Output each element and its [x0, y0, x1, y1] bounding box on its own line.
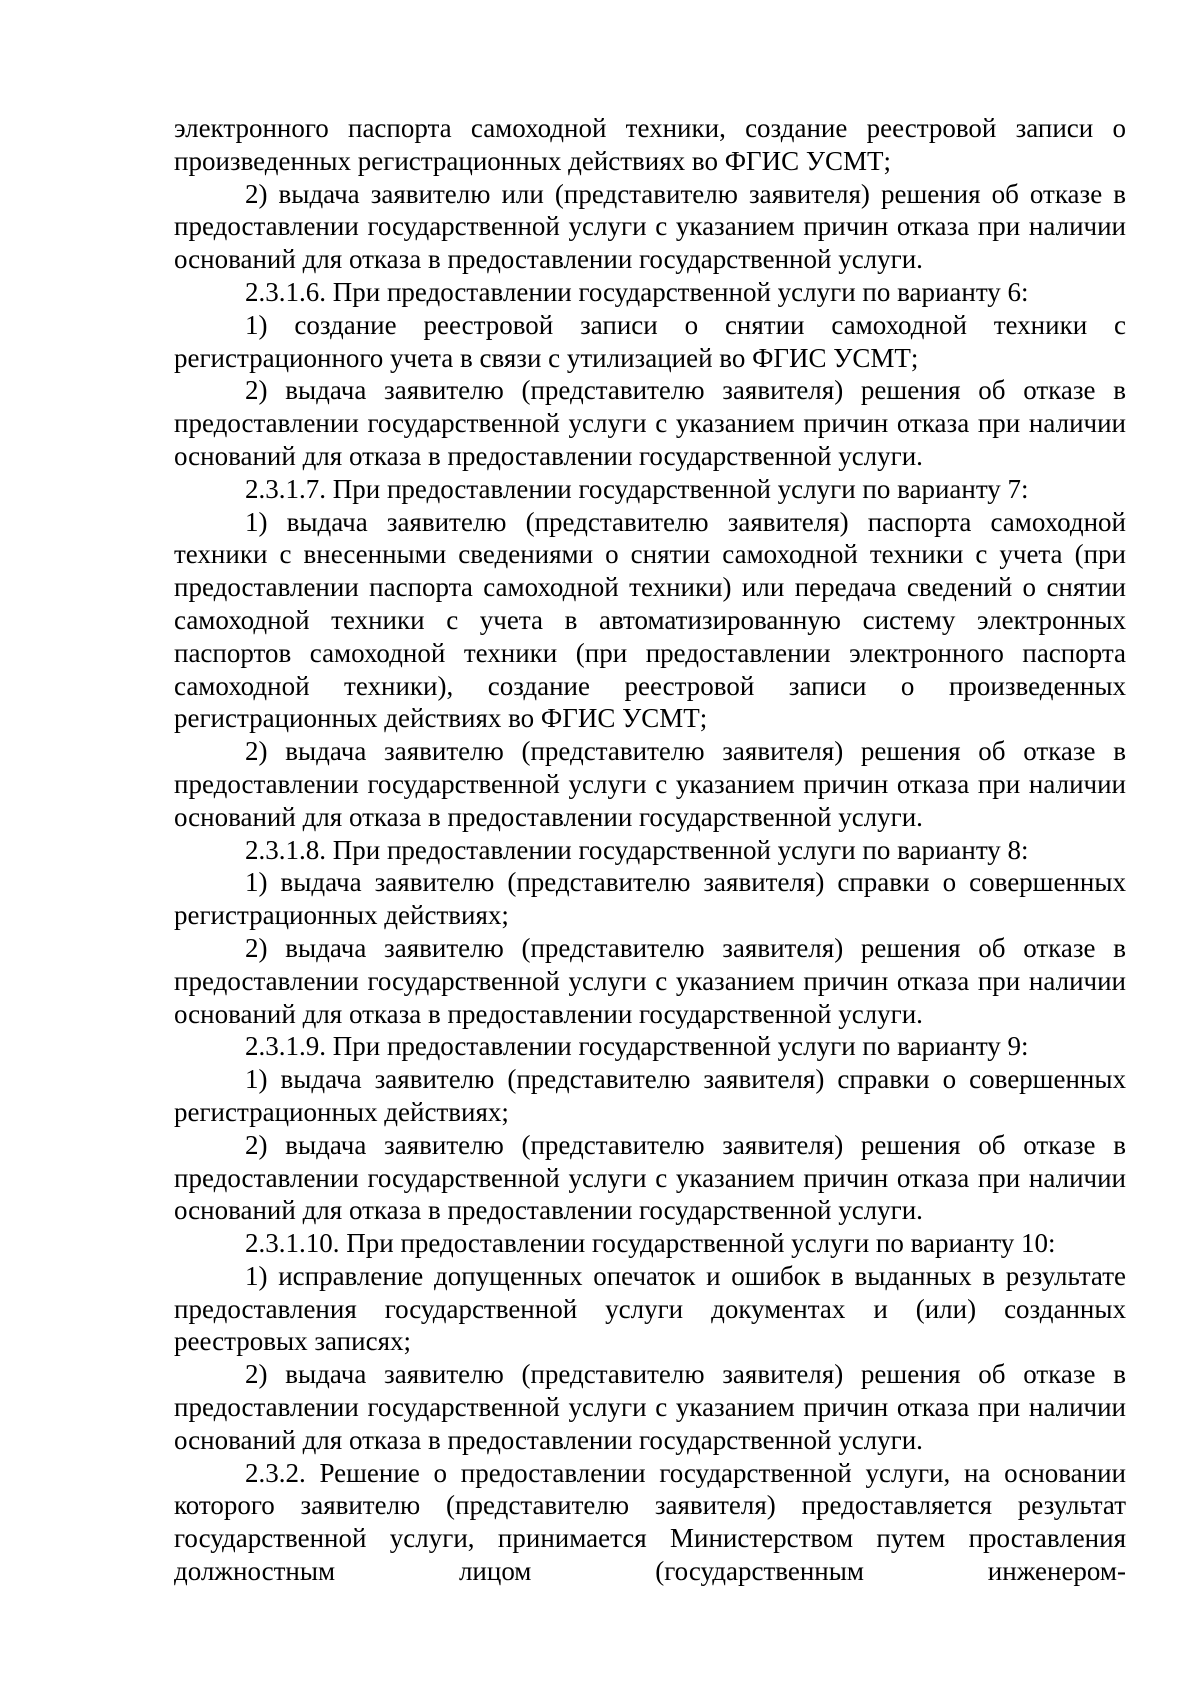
paragraph-continuation: электронного паспорта самоходной техники, создание реестровой записи о произведенных регистрационных действиях во ФГИС УСМТ;	[174, 113, 1126, 176]
paragraph-2-3-1-8: 2.3.1.8. При предоставлении государственной услуги по варианту 8:	[245, 834, 1029, 865]
paragraph-5-item-2: 2) выдача заявителю или (представителю заявителя) решения об отказе в предоставлении государственной услуги с указанием причин отказа при наличии оснований для отказа в предоставлении государственной услуги.	[174, 178, 1126, 275]
paragraph-2-3-2: 2.3.2. Решение о предоставлении государственной услуги, на основании которого заявителю (представителю заявителя) предоставляется результат государственной услуги, принимается Министерством путем проставления должностным лицом (государственным инженером-	[174, 1457, 1126, 1587]
paragraph-2-3-1-10: 2.3.1.10. При предоставлении государственной услуги по варианту 10:	[245, 1228, 1056, 1259]
document-page	[174, 112, 1126, 1588]
paragraph-10-item-1: 1) исправление допущенных опечаток и ошибок в выданных в результате предоставления государственной услуги документах и (или) созданных реестровых записях;	[174, 1260, 1126, 1357]
paragraph-9-item-2: 2) выдача заявителю (представителю заявителя) решения об отказе в предоставлении государственной услуги с указанием причин отказа при наличии оснований для отказа в предоставлении государственной услуги.	[174, 1129, 1126, 1226]
paragraph-6-item-1: 1) создание реестровой записи о снятии самоходной техники с регистрационного учета в связи с утилизацией во ФГИС УСМТ;	[174, 309, 1126, 373]
paragraph-6-item-2: 2) выдача заявителю (представителю заявителя) решения об отказе в предоставлении государственной услуги с указанием причин отказа при наличии оснований для отказа в предоставлении государственной услуги.	[174, 375, 1126, 471]
paragraph-8-item-2: 2) выдача заявителю (представителю заявителя) решения об отказе в предоставлении государственной услуги с указанием причин отказа при наличии оснований для отказа в предоставлении государственной услуги.	[174, 932, 1126, 1029]
paragraph-9-item-1: 1) выдача заявителю (представителю заявителя) справки о совершенных регистрационных действиях;	[174, 1064, 1126, 1127]
paragraph-7-item-2: 2) выдача заявителю (представителю заявителя) решения об отказе в предоставлении государственной услуги с указанием причин отказа при наличии оснований для отказа в предоставлении государственной услуги.	[174, 736, 1126, 832]
paragraph-2-3-1-6: 2.3.1.6. При предоставлении государственной услуги по варианту 6:	[245, 276, 1029, 307]
paragraph-2-3-1-7: 2.3.1.7. При предоставлении государственной услуги по варианту 7:	[245, 473, 1029, 504]
paragraph-7-item-1: 1) выдача заявителю (представителю заявителя) паспорта самоходной техники с внесенными сведениями о снятии самоходной техники с учета (при предоставлении паспорта самоходной техники) или передача сведений о снятии самоходной техники с учета в автоматизированную систему электронных паспортов самоходной техники (при предоставлении электронного паспорта самоходной техники), создание реестровой записи о произведенных регистрационных действиях во ФГИС УСМТ;	[174, 506, 1126, 734]
paragraph-2-3-1-9: 2.3.1.9. При предоставлении государственной услуги по варианту 9:	[245, 1031, 1029, 1062]
paragraph-8-item-1: 1) выдача заявителю (представителю заявителя) справки о совершенных регистрационных действиях;	[174, 867, 1126, 931]
paragraph-10-item-2: 2) выдача заявителю (представителю заявителя) решения об отказе в предоставлении государственной услуги с указанием причин отказа при наличии оснований для отказа в предоставлении государственной услуги.	[174, 1359, 1126, 1455]
